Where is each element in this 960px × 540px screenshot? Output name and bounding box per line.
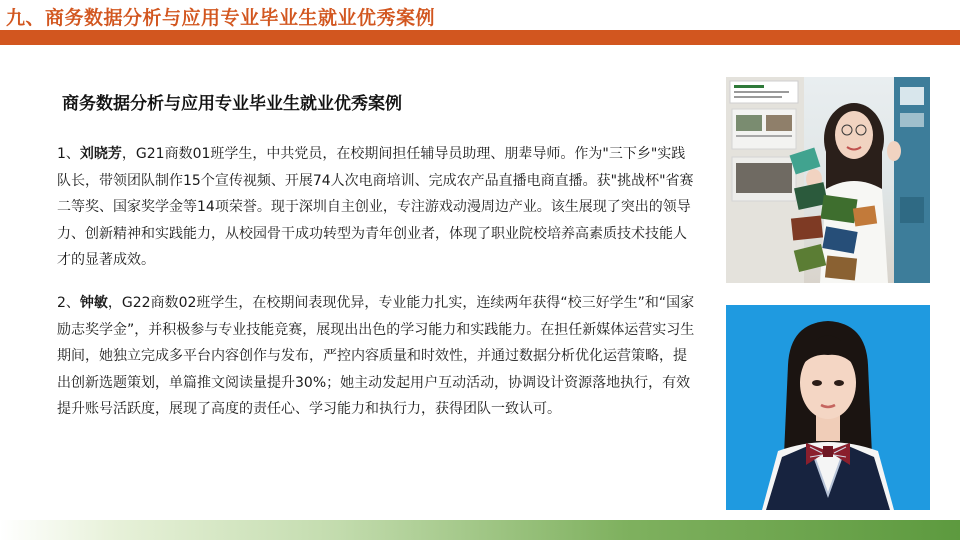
- case-1-name: 刘晓芳: [79, 146, 122, 162]
- content-heading: 商务数据分析与应用专业毕业生就业优秀案例: [62, 94, 402, 114]
- case-1-text: ，G21商数01班学生，中共党员，在校期间担任辅导员助理、朋辈导师。作为"三下乡"实践队长，带领团队制作15个宣传视频、开展74人次电商培训、完成农产品直播电商直播。获"挑战杯"省赛二等奖、国家奖学金等14项荣誉。现于深圳自主创业，专注游戏动漫周边产业。该生展现了突出的领导力、创新精神和实践能力，从校园骨干成功转型为青年创业者，体现了职业院校培养高素质技术技能人才的显著成效。: [57, 146, 694, 268]
- student-portrait-photo: [726, 305, 930, 510]
- slide-title: 九、商务数据分析与应用专业毕业生就业优秀案例: [6, 7, 436, 29]
- case-2-name: 钟敏: [79, 295, 108, 311]
- case-2-prefix: 2、: [57, 295, 80, 311]
- case-paragraph-2: [57, 290, 697, 423]
- case-1-prefix: 1、: [57, 146, 80, 162]
- title-bar: [0, 30, 960, 45]
- case-2-text: ，G22商数02班学生，在校期间表现优异，专业能力扎实，连续两年获得“校三好学生”和“国家励志奖学金”，并积极参与专业技能竞赛，展现出出色的学习能力和实践能力。在担任新媒体运营实习生期间，她独立完成多平台内容创作与发布，严控内容质量和时效性，并通过数据分析优化运营策略，提出创新选题策划，单篇推文阅读量提升30%；她主动发起用户互动活动，协调设计资源落地执行，有效提升账号活跃度，展现了高度的责任心、学习能力和执行力，获得团队一致认可。: [57, 295, 695, 417]
- case-paragraph-1: [57, 141, 697, 274]
- bottom-green-band: [0, 520, 960, 540]
- student-photo-exhibition: [726, 77, 930, 283]
